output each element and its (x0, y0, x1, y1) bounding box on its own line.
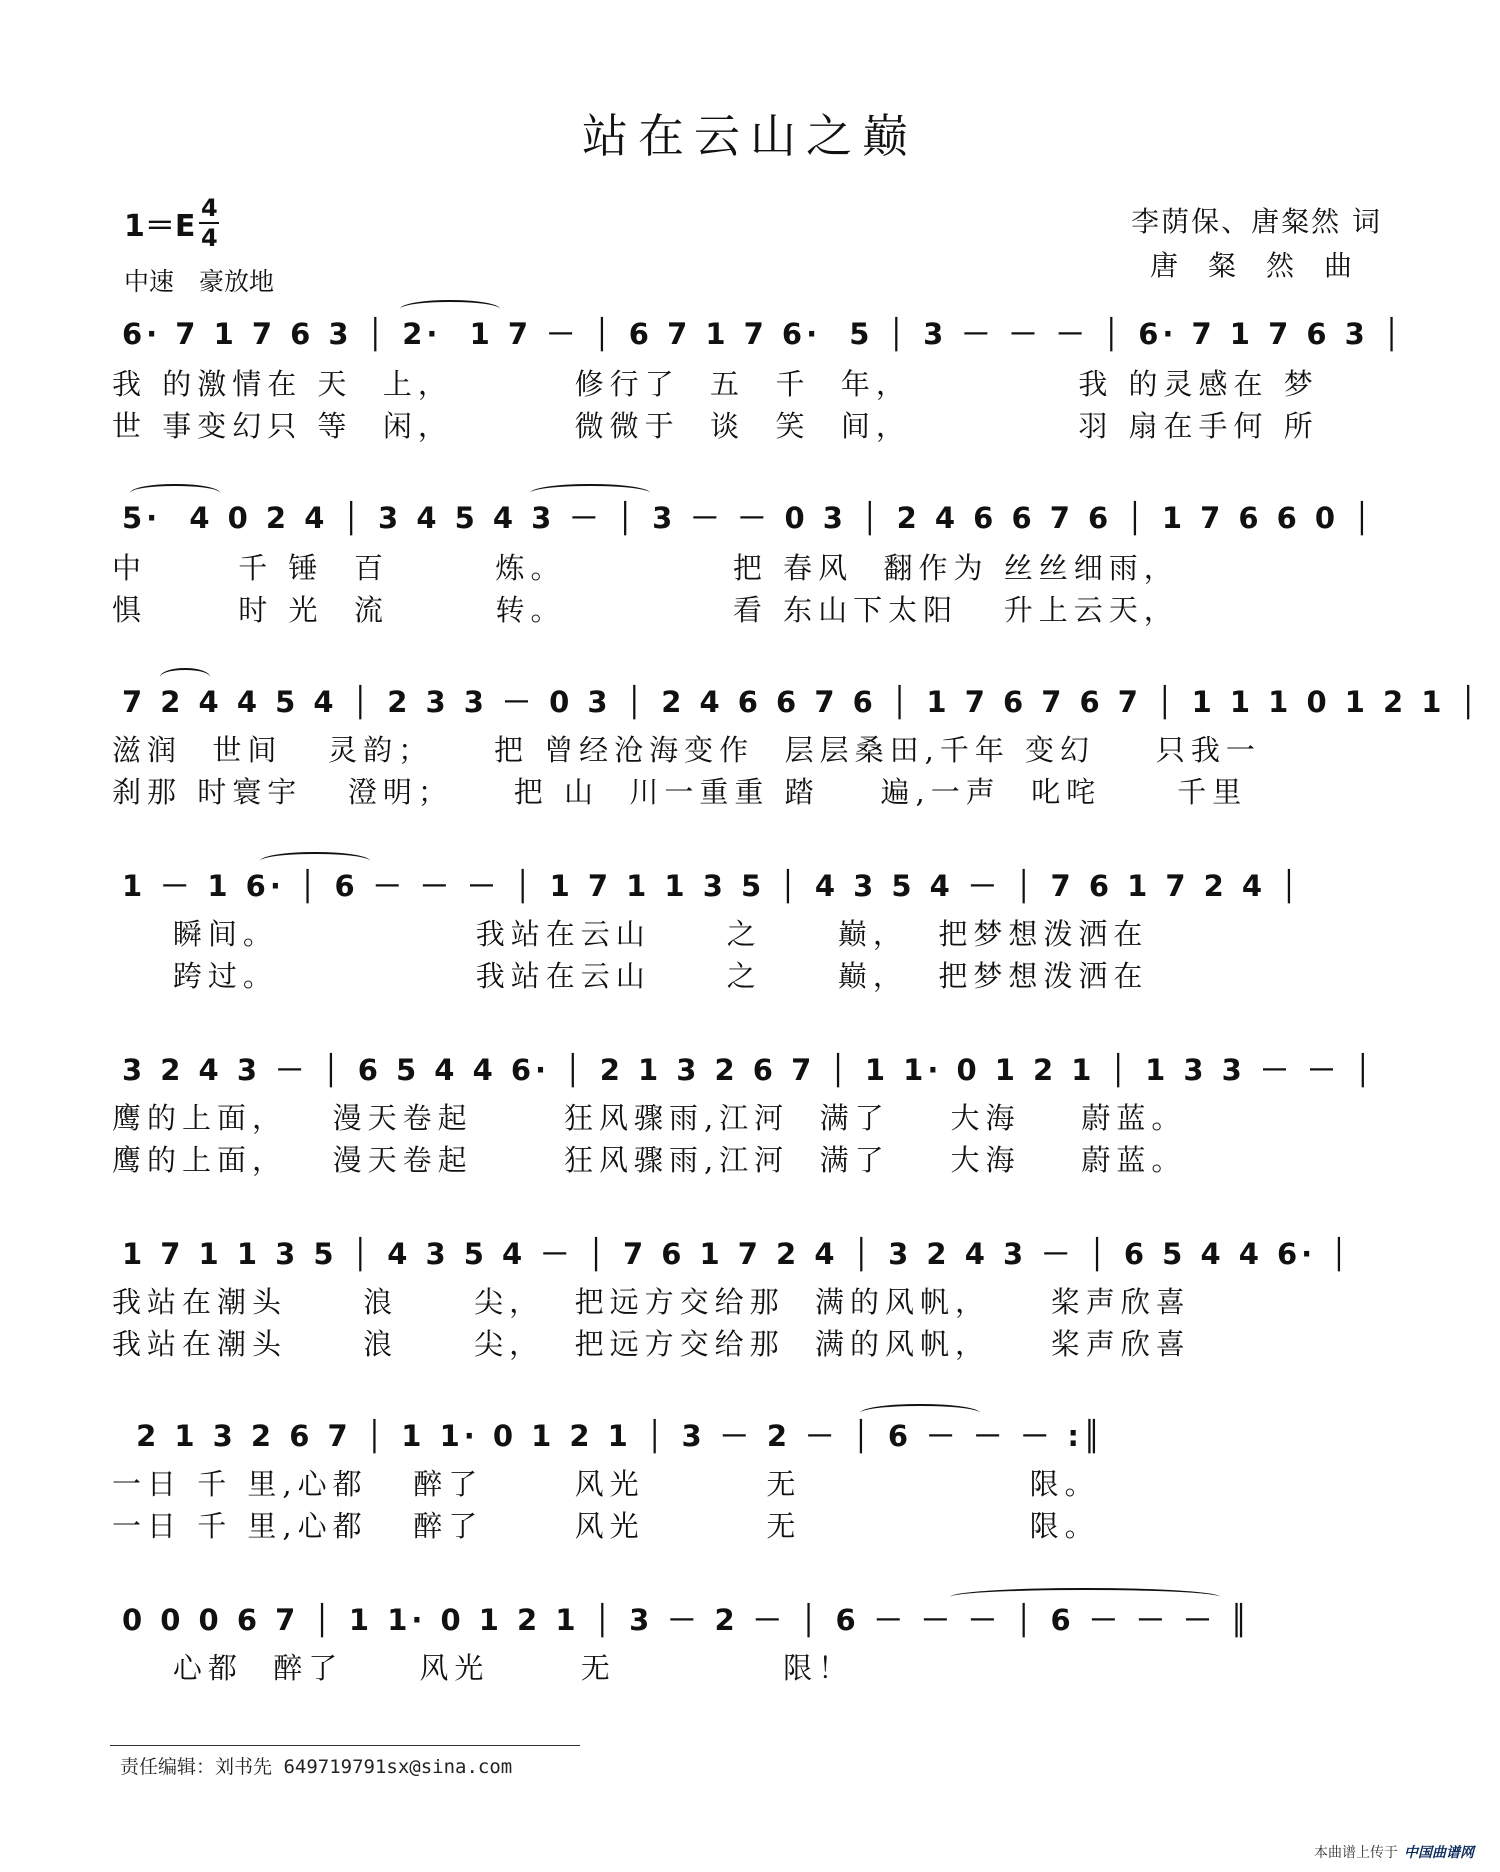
slur (950, 1588, 1220, 1606)
music-system-2 (0, 496, 1500, 536)
music-system-5 (0, 1048, 1500, 1088)
music-system-8 (0, 1598, 1500, 1638)
editor-label: 责任编辑：刘书先 (120, 1756, 273, 1778)
lyric-verse-2: 我站在潮头 浪 尖， 把远方交给那 满的风帆， 桨声欣喜 (112, 1327, 1191, 1361)
footer-divider (110, 1745, 580, 1746)
key-tonic: 1＝E (124, 209, 196, 244)
music-system-1 (0, 312, 1500, 352)
notation-line: 1 － 1 6· │ 6 － － － │ 1 7 1 1 3 5 │ 4 3 5 4 － │ 7 6 1 7 2 4 │ (122, 869, 1302, 903)
lyric-verse-1: 滋润 世间 灵韵； 把 曾经沧海变作 层层桑田,千年 变幻 只我一 (112, 733, 1261, 767)
time-signature (199, 196, 219, 250)
slur (160, 668, 210, 686)
watermark-text: 本曲谱上传于 (1314, 1845, 1398, 1861)
slur (400, 300, 500, 318)
editor-email: 649719791sx@sina.com (283, 1756, 513, 1778)
site-watermark (1314, 1842, 1474, 1862)
lyric-verse-2: 跨过。 我站在云山 之 巅， 把梦想泼洒在 (112, 959, 1149, 993)
notation-line: 1 7 1 1 3 5 │ 4 3 5 4 － │ 7 6 1 7 2 4 │ 3 2 4 3 － │ 6 5 4 4 6· │ (122, 1237, 1352, 1271)
music-system-6 (0, 1232, 1500, 1272)
lyric-verse-1: 一日 千 里,心都 醉了 风光 无 限。 (112, 1467, 1100, 1501)
time-denominator: 4 (201, 224, 218, 252)
lyricist-credit: 李荫保、唐粲然 词 (1131, 205, 1382, 238)
music-system-3 (0, 680, 1500, 720)
lyric-verse-1: 我站在潮头 浪 尖， 把远方交给那 满的风帆， 桨声欣喜 (112, 1285, 1191, 1319)
site-logo: 中国曲谱网 (1404, 1845, 1474, 1861)
notation-line: 5· 4 0 2 4 │ 3 4 5 4 3 － │ 3 － － 0 3 │ 2 4 6 6 7 6 │ 1 7 6 6 0 │ (122, 501, 1375, 535)
slur (860, 1404, 980, 1422)
time-numerator: 4 (201, 194, 218, 222)
lyric-verse-2: 一日 千 里,心都 醉了 风光 无 限。 (112, 1509, 1100, 1543)
lyric-verse-2: 刹那 时寰宇 澄明； 把 山 川一重重 踏 遍,一声 叱咤 千里 (112, 775, 1248, 809)
lyric-verse-2: 世 事变幻只 等 闲， 微微于 谈 笑 间， 羽 扇在手何 所 (112, 409, 1319, 443)
lyric-verse-2: 惧 时 光 流 转。 看 东山下太阳 升上云天， (112, 593, 1179, 627)
tempo-marking: 中速 豪放地 (124, 267, 275, 296)
lyric-verse-2: 鹰的上面， 漫天卷起 狂风骤雨,江河 满了 大海 蔚蓝。 (112, 1143, 1187, 1177)
music-system-7 (0, 1414, 1500, 1454)
key-signature (124, 196, 219, 250)
notation-line: 2 1 3 2 6 7 │ 1 1· 0 1 2 1 │ 3 － 2 － │ 6 － － － :║ (122, 1419, 1105, 1453)
slur (530, 484, 650, 502)
editor-credit (120, 1752, 512, 1779)
notation-line: 3 2 4 3 － │ 6 5 4 4 6· │ 2 1 3 2 6 7 │ 1 1· 0 1 2 1 │ 1 3 3 － － │ (122, 1053, 1376, 1087)
lyric-verse-1: 鹰的上面， 漫天卷起 狂风骤雨,江河 满了 大海 蔚蓝。 (112, 1101, 1187, 1135)
song-title: 站在云山之巅 (582, 109, 918, 163)
lyric-verse-1: 心都 醉了 风光 无 限！ (112, 1651, 854, 1685)
notation-line: 0 0 0 6 7 │ 1 1· 0 1 2 1 │ 3 － 2 － │ 6 － － － │ 6 － － － ║ (122, 1603, 1252, 1637)
lyric-verse-1: 瞬间。 我站在云山 之 巅， 把梦想泼洒在 (112, 917, 1149, 951)
notation-line: 7 2 4 4 5 4 │ 2 3 3 － 0 3 │ 2 4 6 6 7 6 │ 1 7 6 7 6 7 │ 1 1 1 0 1 2 1 │ (122, 685, 1482, 719)
music-system-4 (0, 864, 1500, 904)
slur (130, 484, 220, 502)
composer-credit: 唐粲然曲 (1149, 249, 1382, 282)
notation-line: 6· 7 1 7 6 3 │ 2· 1 7 － │ 6 7 1 7 6· 5 │ 3 － － － │ 6· 7 1 7 6 3 │ (122, 317, 1405, 351)
lyric-verse-1: 中 千 锤 百 炼。 把 春风 翻作为 丝丝细雨， (112, 551, 1179, 585)
slur (260, 852, 370, 870)
lyric-verse-1: 我 的激情在 天 上， 修行了 五 千 年， 我 的灵感在 梦 (112, 367, 1319, 401)
